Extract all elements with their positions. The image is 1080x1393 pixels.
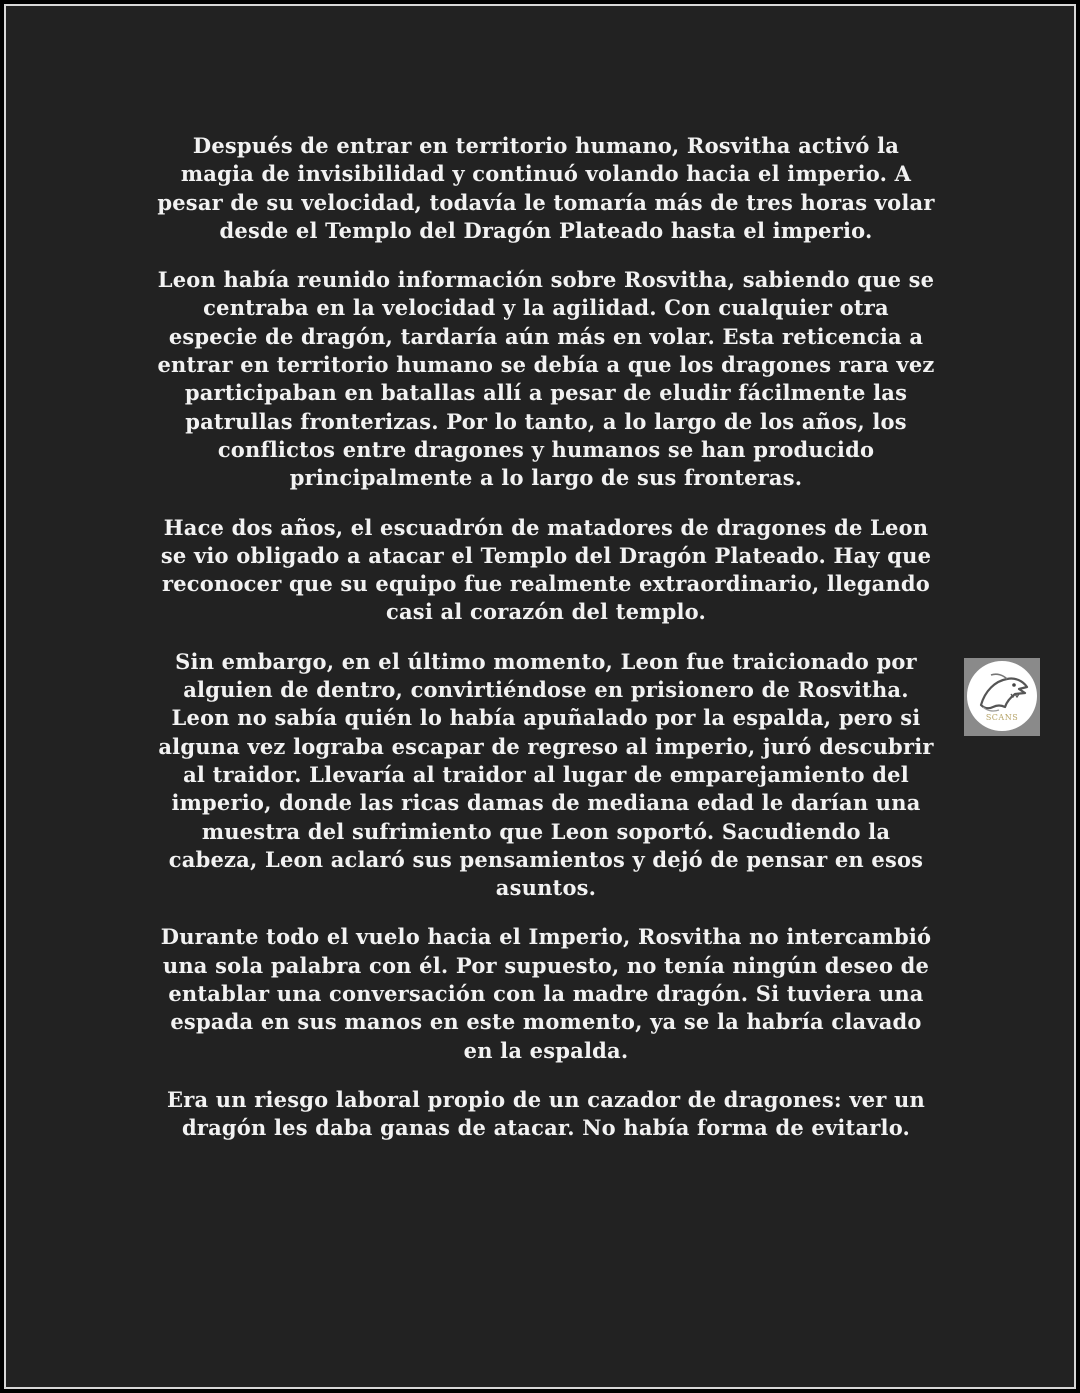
paragraph-5: Durante todo el vuelo hacia el Imperio, Rosvitha no intercambió una sola palabra con él. Por supuesto, no tenía ningún deseo de entablar una conversación con la madre dragón. Si tuviera una espada en sus manos en este momento, ya se la habría clavado en la espalda. xyxy=(160,924,932,1063)
paragraph-6: Era un riesgo laboral propio de un cazador de dragones: ver un dragón les daba ganas de atacar. No había forma de evitarlo. xyxy=(166,1086,925,1141)
paragraph-2: Leon había reunido información sobre Rosvitha, sabiendo que se centraba en la velocidad y la agilidad. Con cualquier otra especie de dragón, tardaría aún más en volar. Esta reticencia a entrar en territorio humano se debía a que los dragones rara vez participaban en batallas allí a pesar de eludir fácilmente las patrullas fronterizas. Por lo tanto, a lo largo de los años, los conflictos entre dragones y humanos se han producido principalmente a lo largo de sus fronteras. xyxy=(157,267,935,491)
story-text xyxy=(156,132,936,1164)
watermark-badge xyxy=(967,661,1037,731)
paragraph-3: Hace dos años, el escuadrón de matadores de dragones de Leon se vio obligado a atacar el Templo del Dragón Plateado. Hay que reconocer que su equipo fue realmente extraordinario, llegando casi al corazón del templo. xyxy=(160,514,932,625)
scanlation-watermark xyxy=(964,658,1040,736)
watermark-label: SCANS xyxy=(985,713,1019,722)
paragraph-4: Sin embargo, en el último momento, Leon fue traicionado por alguien de dentro, convirtiéndose en prisionero de Rosvitha. Leon no sabía quién lo había apuñalado por la espalda, pero si alguna vez lograba escapar de regreso al imperio, juró descubrir al traidor. Llevaría al traidor al lugar de emparejamiento del imperio, donde las ricas damas de mediana edad le darían una muestra del sufrimiento que Leon soportó. Sacudiendo la cabeza, Leon aclaró sus pensamientos y dejó de pensar en esos asuntos. xyxy=(158,648,934,901)
paragraph-1: Después de entrar en territorio humano, Rosvitha activó la magia de invisibilidad y continuó volando hacia el imperio. A pesar de su velocidad, todavía le tomaría más de tres horas volar desde el Templo del Dragón Plateado hasta el imperio. xyxy=(157,133,935,243)
page-frame xyxy=(4,4,1076,1389)
